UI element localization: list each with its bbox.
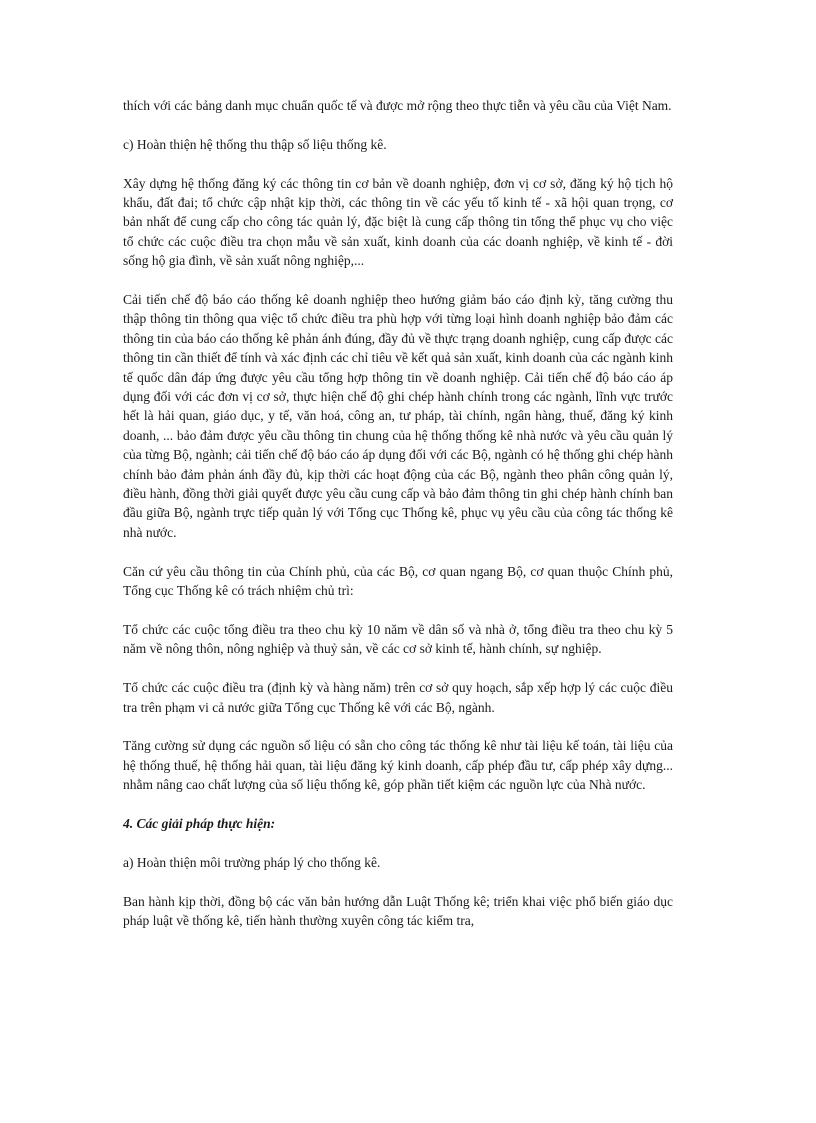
- paragraph-surveys: Tổ chức các cuộc điều tra (định kỳ và hàng năm) trên cơ sở quy hoạch, sắp xếp hợp lý các cuộc điều tra trên phạm vi cả nước giữa Tổng cục Thống kê với các Bộ, ngành.: [123, 680, 673, 715]
- paragraph-government-requirements: Căn cứ yêu cầu thông tin của Chính phủ, của các Bộ, cơ quan ngang Bộ, cơ quan thuộc Chính phủ, Tổng cục Thống kê có trách nhiệm chủ trì:: [123, 563, 673, 599]
- paragraph-data-sources: Tăng cường sử dụng các nguồn số liệu có sẵn cho công tác thống kê như tài liệu kế toán, tài liệu của hệ thống thuế, hệ thống hải quan, tài liệu đăng ký kinh doanh, cấp phép đầu tư, cấp phép xây dựng... nhằm nâng cao chất lượng của số liệu thống kê, góp phần tiết kiệm các nguồn lực của Nhà nước.: [123, 738, 673, 793]
- section-4-heading: 4. Các giải pháp thực hiện:: [123, 815, 276, 831]
- paragraph-reporting-reform: Cải tiến chế độ báo cáo thống kê doanh nghiệp theo hướng giảm báo cáo định kỳ, tăng cường thu thập thông tin thông qua việc tổ chức điều tra phù hợp với từng loại hình doanh nghiệp bảo đảm các thông tin của báo cáo thống kê phản ánh đúng, đầy đủ về thực trạng doanh nghiệp, cung cấp được các thông tin cần thiết để tính và xác định các chỉ tiêu về kết quả sản xuất, kinh doanh của các ngành kinh tế quốc dân đáp ứng được yêu cầu tổng hợp thông tin về doanh nghiệp. Cải tiến chế độ báo cáo áp dụng đối với các đơn vị cơ sở, thực hiện chế độ ghi chép hành chính trong các ngành, lĩnh vực trước hết là hải quan, giáo dục, y tế, văn hoá, công an, tư pháp, tài chính, ngân hàng, thuế, đăng ký kinh doanh, ... bảo đảm được yêu cầu thông tin chung của hệ thống thống kê nhà nước và yêu cầu quản lý của từng Bộ, ngành; cải tiến chế độ báo cáo áp dụng đối với các Bộ, ngành có hệ thống ghi chép hành chính bảo đảm phản ánh đầy đủ, kịp thời các hoạt động của các Bộ, ngành theo phân công quản lý, điều hành, đồng thời giải quyết được yêu cầu cung cấp và bảo đảm thông tin ghi chép hành chính ban đầu giữa Bộ, ngành trực tiếp quản lý với Tổng cục Thống kê, phục vụ yêu cầu của công tác thống kê nhà nước.: [123, 292, 673, 540]
- paragraph-registration-system: Xây dựng hệ thống đăng ký các thông tin cơ bản về doanh nghiệp, đơn vị cơ sở, đăng ký hộ tịch hộ khẩu, đất đai; tổ chức cập nhật kịp thời, các thông tin về các yếu tố kinh tế - xã hội quan trọng, cơ bản nhất để cung cấp cho công tác quản lý, đặc biệt là cung cấp thông tin tổng thể phục vụ cho việc tổ chức các cuộc điều tra chọn mẫu về sản xuất, kinh doanh của các doanh nghiệp, về kinh tế - đời sống hộ gia đình, về sản xuất nông nghiệp,...: [123, 175, 673, 269]
- paragraph-intro-continuation: thích với các bảng danh mục chuẩn quốc tế và được mở rộng theo thực tiễn và yêu cầu của Việt Nam.: [123, 98, 672, 113]
- document-page: [123, 96, 673, 950]
- section-a-title: a) Hoàn thiện môi trường pháp lý cho thống kê.: [123, 854, 381, 870]
- paragraph-census: Tổ chức các cuộc tổng điều tra theo chu kỳ 10 năm về dân số và nhà ở, tổng điều tra theo chu kỳ 5 năm về nông thôn, nông nghiệp và thuỷ sản, về các cơ sở kinh tế, hành chính, sự nghiệp.: [123, 621, 673, 657]
- paragraph-legal-guidance: Ban hành kịp thời, đồng bộ các văn bản hướng dẫn Luật Thống kê; triển khai việc phổ biến giáo dục pháp luật về thống kê, tiến hành thường xuyên công tác kiểm tra,: [123, 893, 673, 928]
- section-c-title: c) Hoàn thiện hệ thống thu thập số liệu thống kê.: [123, 136, 387, 152]
